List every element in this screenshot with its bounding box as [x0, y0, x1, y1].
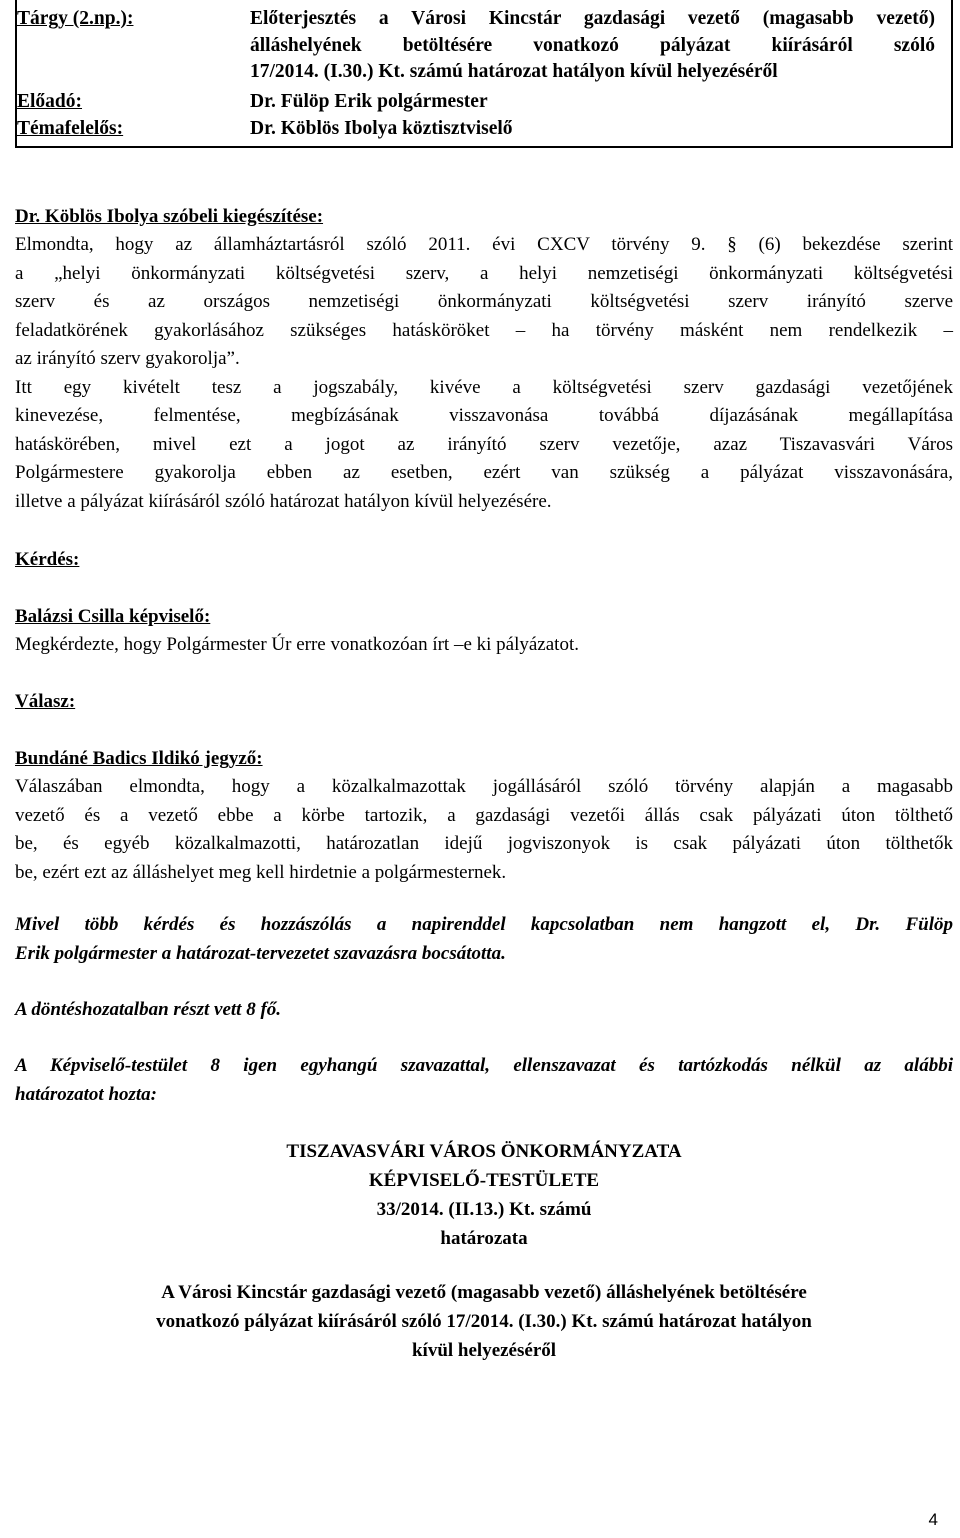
decision-statement: [15, 1052, 953, 1109]
resolution-header-line: TISZAVASVÁRI VÁROS ÖNKORMÁNYZATA: [286, 1141, 682, 1162]
attendance-line: A döntéshozatalban részt vett 8 fő.: [15, 999, 282, 1020]
body-line: Válaszában elmondta, hogy a közalkalmazottak jogállásáról szóló törvény alapján a magasabb: [15, 776, 953, 797]
body-line: feladatkörének gyakorlásához szükséges hatásköröket – ha törvény másként nem rendelkezik –: [15, 319, 953, 341]
resolution-title: [15, 1278, 953, 1365]
question-text: Megkérdezte, hogy Polgármester Úr erre vonatkozóan írt –e ki pályázatot.: [15, 634, 579, 655]
subject-value: [250, 6, 935, 86]
answer-speaker: Bundáné Badics Ildikó jegyző:: [15, 748, 263, 769]
resolution-header-line: KÉPVISELŐ-TESTÜLETE: [368, 1170, 600, 1191]
page-number: 4: [928, 1510, 938, 1529]
body-line: be, és egyéb közalkalmazotti, határozatlan idejű jogviszonyok is csak pályázati úton tölthetők: [15, 833, 953, 854]
subject-line: álláshelyének betöltésére vonatkozó pályázat kiírásáról szóló: [250, 34, 935, 56]
presenter-value: Dr. Fülöp Erik polgármester: [250, 91, 488, 112]
resolution-title-line: A Városi Kincstár gazdasági vezető (magasabb vezető) álláshelyének betöltésére: [161, 1282, 807, 1303]
resolution-title-line: kívül helyezéséről: [411, 1340, 557, 1361]
question-heading: Kérdés:: [15, 549, 80, 570]
subject-line: Előterjesztés a Városi Kincstár gazdasági vezető (magasabb vezető): [250, 8, 935, 29]
body-line: Mivel több kérdés és hozzászólás a napirenddel kapcsolatban nem hangzott el, Dr. Fülöp: [15, 914, 953, 935]
body-line: Elmondta, hogy az államháztartásról szóló 2011. évi CXCV törvény 9. § (6) bekezdése szerint: [15, 234, 953, 255]
body-line: Erik polgármester a határozat-tervezetet szavazásra bocsátotta.: [15, 942, 506, 964]
subject-line: 17/2014. (I.30.) Kt. számú határozat hatályon kívül helyezéséről: [250, 61, 778, 82]
body-line: határozatot hozta:: [15, 1083, 158, 1105]
body-line: szerv és az országos nemzetiségi önkormányzati költségvetési szerv irányító szerve: [15, 291, 953, 312]
body-line: a „helyi önkormányzati költségvetési szerv, a helyi nemzetiségi önkormányzati költségvetési: [15, 262, 953, 284]
body-line: A Képviselő-testület 8 igen egyhangú szavazattal, ellenszavazat és tartózkodás nélkül az alábbi: [15, 1055, 953, 1076]
supplement-heading: Dr. Köblös Ibolya szóbeli kiegészítése:: [15, 206, 324, 227]
body-line: vezető és a vezető ebbe a körbe tartozik, a gazdasági vezetői állás csak pályázati úton tölthető: [15, 804, 953, 826]
resolution-title-line: vonatkozó pályázat kiírásáról szóló 17/2014. (I.30.) Kt. számú határozat hatályon: [156, 1311, 812, 1332]
answer-heading: Válasz:: [15, 691, 76, 712]
responsible-label: Témafelelős:: [17, 118, 124, 139]
answer-body: [15, 773, 953, 887]
body-line: Polgármestere gyakorolja ebben az esetben, ezért van szükség a pályázat visszavonására,: [15, 462, 953, 483]
body-line: az irányító szerv gyakorolja”.: [15, 348, 240, 369]
body-line: kinevezése, felmentése, megbízásának visszavonása továbbá díjazásának megállapítása: [15, 405, 953, 426]
supplement-body: [15, 231, 953, 516]
resolution-header-line: 33/2014. (II.13.) Kt. számú: [376, 1199, 592, 1220]
presenter-label: Előadó:: [17, 91, 83, 112]
resolution-header: [15, 1137, 953, 1253]
responsible-value: Dr. Köblös Ibolya köztisztviselő: [250, 118, 513, 139]
body-line: Itt egy kivételt tesz a jogszabály, kivéve a költségvetési szerv gazdasági vezetőjének: [15, 376, 953, 398]
agenda-header-box: [15, 0, 953, 148]
vote-intro: [15, 911, 953, 968]
body-line: be, ezért ezt az álláshelyet meg kell hirdetnie a polgármesternek.: [15, 861, 507, 883]
body-line: illetve a pályázat kiírásáról szóló határozat hatályon kívül helyezésére.: [15, 490, 552, 512]
resolution-header-line: határozata: [440, 1228, 528, 1249]
body-line: hatáskörében, mivel ezt a jogot az irányító szerv vezetője, azaz Tiszavasvári Város: [15, 433, 953, 455]
subject-label: Tárgy (2.np.):: [17, 8, 134, 29]
question-speaker: Balázsi Csilla képviselő:: [15, 606, 211, 627]
